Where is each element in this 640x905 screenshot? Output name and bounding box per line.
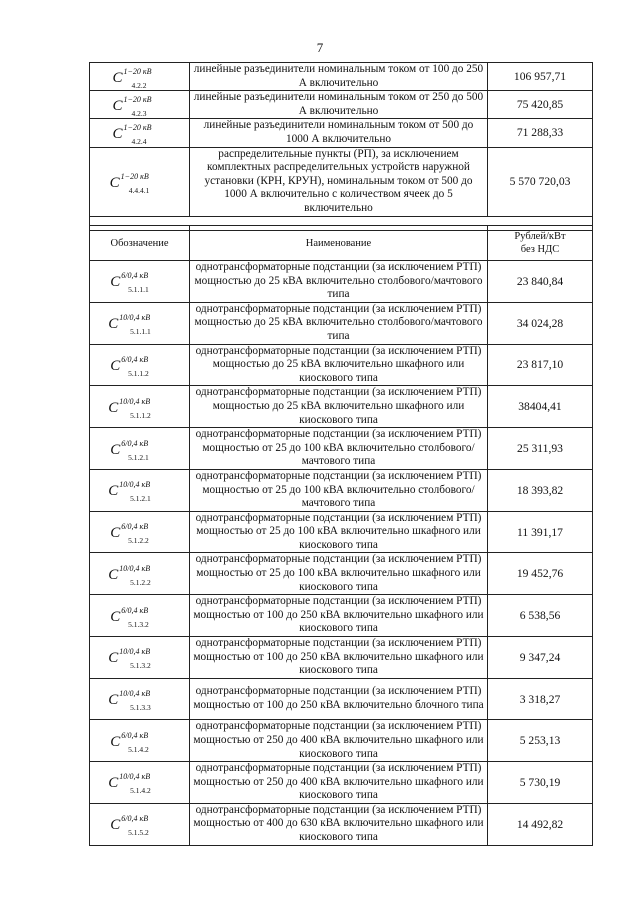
rate-description: однотрансформаторные подстанции (за исключением РТП) мощностью от 100 до 250 кВА включительно шкафного или киоскового типа bbox=[190, 637, 488, 679]
rate-price: 106 957,71 bbox=[488, 63, 593, 91]
rate-price: 5 570 720,03 bbox=[488, 147, 593, 216]
tariff-table-linear-equipment bbox=[89, 62, 593, 231]
rate-description: однотрансформаторные подстанции (за исключением РТП) мощностью от 100 до 250 кВА включительно блочного типа bbox=[190, 678, 488, 720]
table-row bbox=[90, 302, 593, 344]
table-row bbox=[90, 720, 593, 762]
table-row bbox=[90, 762, 593, 804]
header-code: Обозначение bbox=[90, 226, 190, 261]
rate-code: $C^{1-20 кВ}_{4.2.3}$ bbox=[90, 91, 190, 119]
rate-price: 5 253,13 bbox=[488, 720, 593, 762]
rate-price: 38404,41 bbox=[488, 386, 593, 428]
rate-price: 9 347,24 bbox=[488, 637, 593, 679]
rate-description: распределительные пункты (РП), за исключением комплектных распределительных устройств наружной установки (КРН, КРУН), номинальным током от 500 до 1000 А включительно с количеством ячеек до 5 включительно bbox=[190, 147, 488, 216]
header-price: Рублей/кВт без НДС bbox=[488, 226, 593, 261]
rate-price: 11 391,17 bbox=[488, 511, 593, 553]
rate-description: линейные разъединители номинальным током от 500 до 1000 А включительно bbox=[190, 119, 488, 147]
rate-price: 18 393,82 bbox=[488, 469, 593, 511]
rate-price: 6 538,56 bbox=[488, 595, 593, 637]
table2-body bbox=[90, 226, 593, 846]
rate-price: 25 311,93 bbox=[488, 428, 593, 470]
table-header-row bbox=[90, 226, 593, 261]
rate-description: однотрансформаторные подстанции (за исключением РТП) мощностью до 25 кВА включительно шкафного или киоскового типа bbox=[190, 386, 488, 428]
rate-description: однотрансформаторные подстанции (за исключением РТП) мощностью от 25 до 100 кВА включительно шкафного или киоскового типа bbox=[190, 553, 488, 595]
rate-description: однотрансформаторные подстанции (за исключением РТП) мощностью до 25 кВА включительно столбового/мачтового типа bbox=[190, 261, 488, 303]
table-row bbox=[90, 91, 593, 119]
rate-price: 3 318,27 bbox=[488, 678, 593, 720]
rate-code: $C^{10/0,4 кВ}_{5.1.3.3}$ bbox=[90, 678, 190, 720]
rate-code: $C^{1-20 кВ}_{4.2.4}$ bbox=[90, 119, 190, 147]
rate-price: 71 288,33 bbox=[488, 119, 593, 147]
rate-price: 23 840,84 bbox=[488, 261, 593, 303]
rate-description: однотрансформаторные подстанции (за исключением РТП) мощностью от 400 до 630 кВА включительно шкафного или киоскового типа bbox=[190, 803, 488, 845]
rate-code: $C^{1-20 кВ}_{4.4.4.1}$ bbox=[90, 147, 190, 216]
rate-price: 19 452,76 bbox=[488, 553, 593, 595]
table-row bbox=[90, 595, 593, 637]
table-row bbox=[90, 386, 593, 428]
rate-code: $C^{6/0,4 кВ}_{5.1.1.2}$ bbox=[90, 344, 190, 386]
rate-description: однотрансформаторные подстанции (за исключением РТП) мощностью от 25 до 100 кВА включительно шкафного или киоскового типа bbox=[190, 511, 488, 553]
rate-description: однотрансформаторные подстанции (за исключением РТП) мощностью до 25 кВА включительно шкафного или киоскового типа bbox=[190, 344, 488, 386]
table-row bbox=[90, 511, 593, 553]
rate-code: $C^{6/0,4 кВ}_{5.1.5.2}$ bbox=[90, 803, 190, 845]
table-row bbox=[90, 261, 593, 303]
rate-code: $C^{6/0,4 кВ}_{5.1.4.2}$ bbox=[90, 720, 190, 762]
rate-code: $C^{10/0,4 кВ}_{5.1.2.1}$ bbox=[90, 469, 190, 511]
rate-description: линейные разъединители номинальным током от 250 до 500 А включительно bbox=[190, 91, 488, 119]
table-row bbox=[90, 344, 593, 386]
rate-code: $C^{10/0,4 кВ}_{5.1.1.2}$ bbox=[90, 386, 190, 428]
table-row bbox=[90, 119, 593, 147]
rate-code: $C^{10/0,4 кВ}_{5.1.2.2}$ bbox=[90, 553, 190, 595]
table-row bbox=[90, 428, 593, 470]
table-row bbox=[90, 637, 593, 679]
rate-code: $C^{10/0,4 кВ}_{5.1.4.2}$ bbox=[90, 762, 190, 804]
table-row bbox=[90, 63, 593, 91]
rate-price: 23 817,10 bbox=[488, 344, 593, 386]
rate-description: однотрансформаторные подстанции (за исключением РТП) мощностью от 25 до 100 кВА включительно столбового/мачтового типа bbox=[190, 428, 488, 470]
rate-code: $C^{10/0,4 кВ}_{5.1.1.1}$ bbox=[90, 302, 190, 344]
rate-code: $C^{10/0,4 кВ}_{5.1.3.2}$ bbox=[90, 637, 190, 679]
rate-price: 14 492,82 bbox=[488, 803, 593, 845]
page-number: 7 bbox=[316, 40, 324, 55]
rate-code: $C^{6/0,4 кВ}_{5.1.2.2}$ bbox=[90, 511, 190, 553]
rate-description: однотрансформаторные подстанции (за исключением РТП) мощностью от 100 до 250 кВА включительно шкафного или киоскового типа bbox=[190, 595, 488, 637]
rate-description: однотрансформаторные подстанции (за исключением РТП) мощностью от 250 до 400 кВА включительно шкафного или киоскового типа bbox=[190, 720, 488, 762]
rate-description: однотрансформаторные подстанции (за исключением РТП) мощностью от 250 до 400 кВА включительно шкафного или киоскового типа bbox=[190, 762, 488, 804]
table-row bbox=[90, 678, 593, 720]
rate-description: однотрансформаторные подстанции (за исключением РТП) мощностью от 25 до 100 кВА включительно столбового/мачтового типа bbox=[190, 469, 488, 511]
rate-code: $C^{1-20 кВ}_{4.2.2}$ bbox=[90, 63, 190, 91]
rate-code: $C^{6/0,4 кВ}_{5.1.3.2}$ bbox=[90, 595, 190, 637]
rate-code: $C^{6/0,4 кВ}_{5.1.1.1}$ bbox=[90, 261, 190, 303]
table-row bbox=[90, 553, 593, 595]
rate-price: 75 420,85 bbox=[488, 91, 593, 119]
rate-price: 5 730,19 bbox=[488, 762, 593, 804]
rate-code: $C^{6/0,4 кВ}_{5.1.2.1}$ bbox=[90, 428, 190, 470]
rate-description: линейные разъединители номинальным током от 100 до 250 А включительно bbox=[190, 63, 488, 91]
table-row bbox=[90, 147, 593, 216]
table-row bbox=[90, 803, 593, 845]
rate-price: 34 024,28 bbox=[488, 302, 593, 344]
rate-description: однотрансформаторные подстанции (за исключением РТП) мощностью до 25 кВА включительно столбового/мачтового типа bbox=[190, 302, 488, 344]
header-name: Наименование bbox=[190, 226, 488, 261]
table-row bbox=[90, 469, 593, 511]
table1-body bbox=[90, 63, 593, 231]
tariff-table-substations bbox=[89, 225, 593, 846]
